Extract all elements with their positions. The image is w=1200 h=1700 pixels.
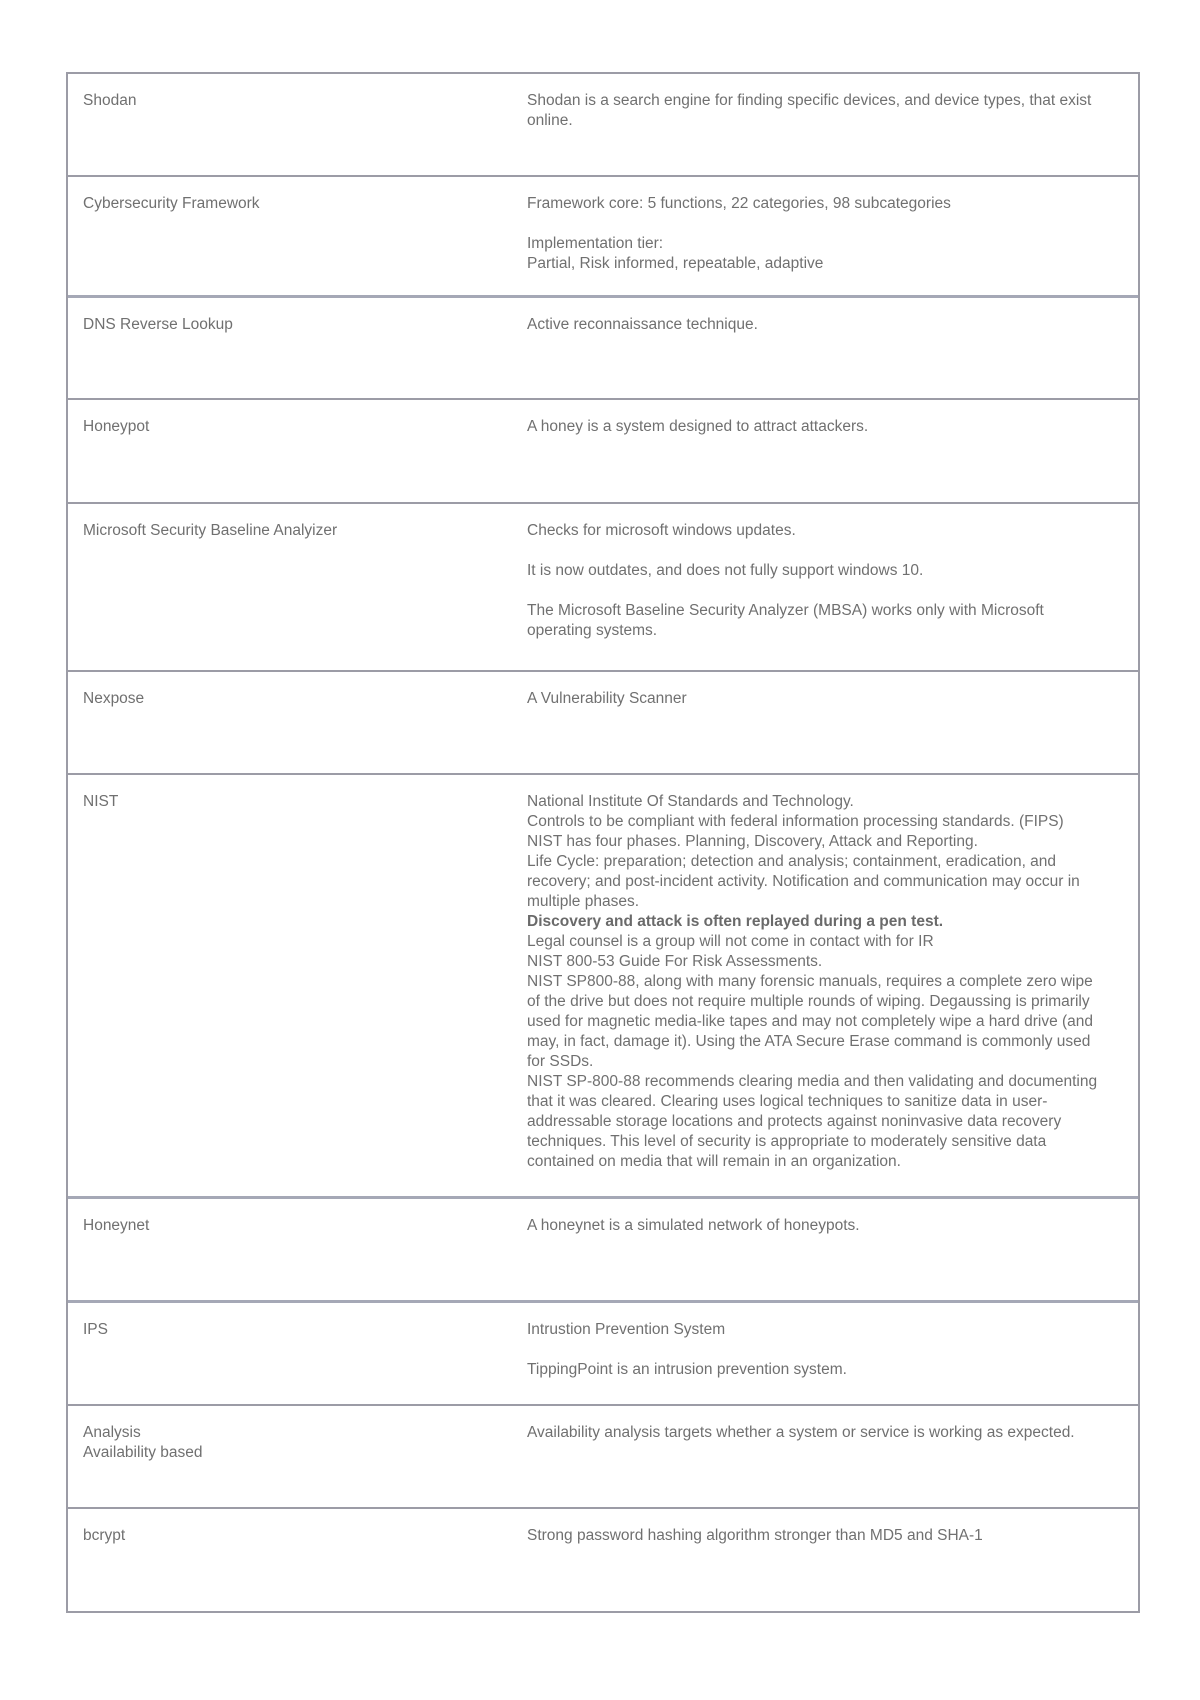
definition-paragraph [527,1320,1138,1340]
term-cell [68,1199,527,1300]
definition-line: Checks for microsoft windows updates. [527,522,796,539]
term-cell [68,1303,527,1404]
definition-line: online. [527,112,573,129]
definition-line: Life Cycle: preparation; detection and analysis; containment, eradication, and [527,853,1057,870]
term-cell [68,74,527,175]
definition-paragraph [527,1423,1138,1443]
definition-paragraph [527,194,1138,214]
table-row [68,72,1138,175]
definition-line: TippingPoint is an intrusion prevention system. [527,1361,847,1378]
definition-cell [527,1406,1138,1507]
definition-line: A honeynet is a simulated network of honeypots. [527,1217,860,1234]
term-text: Shodan [83,92,137,109]
term-text: Nexpose [83,690,145,707]
definition-line: Legal counsel is a group will not come in contact with for IR [527,933,934,950]
term-cell [68,1509,527,1611]
definition-line: techniques. This level of security is appropriate to moderately sensitive data [527,1133,1047,1150]
definition-paragraph [527,689,1138,709]
definition-line: may, in fact, damage it). Using the ATA Secure Erase command is commonly used [527,1033,1091,1050]
definition-cell [527,74,1138,175]
table-row [68,670,1138,773]
definition-cell [527,504,1138,670]
definition-line: Shodan is a search engine for finding specific devices, and device types, that exist [527,92,1092,109]
term-text: bcrypt [83,1527,126,1544]
definition-line: NIST SP800-88, along with many forensic manuals, requires a complete zero wipe [527,973,1093,990]
glossary-table [66,72,1140,1613]
term-text: DNS Reverse Lookup [83,316,233,333]
table-row [68,175,1138,295]
definition-line: The Microsoft Baseline Security Analyzer (MBSA) works only with Microsoft [527,602,1044,619]
term-cell [68,298,527,398]
definition-line: contained on media that will remain in an organization. [527,1153,901,1170]
definition-cell [527,177,1138,295]
definition-line: A Vulnerability Scanner [527,690,687,707]
definition-line: Framework core: 5 functions, 22 categories, 98 subcategories [527,195,951,212]
term-text: Microsoft Security Baseline Analyizer [83,522,338,539]
term-cell [68,775,527,1196]
term-text: IPS [83,1321,108,1338]
definition-line: used for magnetic media-like tapes and may not completely wipe a hard drive (and [527,1013,1094,1030]
definition-line: Implementation tier: [527,235,664,252]
table-row [68,773,1138,1196]
definition-line: Partial, Risk informed, repeatable, adaptive [527,255,824,272]
definition-paragraph [527,601,1138,641]
definition-paragraph [527,792,1138,1172]
term-text: Availability based [83,1444,203,1461]
definition-line: addressable storage locations and protects against noninvasive data recovery [527,1113,1062,1130]
term-text: NIST [83,793,119,810]
term-cell [68,177,527,295]
definition-line: that it was cleared. Clearing uses logical techniques to sanitize data in user- [527,1093,1048,1110]
table-row [68,295,1138,398]
term-text: Honeynet [83,1217,150,1234]
definition-cell [527,672,1138,773]
definition-line: Availability analysis targets whether a system or service is working as expected. [527,1424,1075,1441]
definition-line: Intrustion Prevention System [527,1321,726,1338]
term-cell [68,400,527,502]
term-text: Honeypot [83,418,150,435]
definition-paragraph [527,234,1138,274]
table-row [68,1300,1138,1404]
definition-paragraph [527,1216,1138,1236]
term-cell [68,672,527,773]
definition-cell [527,298,1138,398]
definition-line: recovery; and post-incident activity. Notification and communication may occur in [527,873,1080,890]
definition-cell [527,400,1138,502]
term-cell [68,1406,527,1507]
definition-line: NIST SP-800-88 recommends clearing media and then validating and documenting [527,1073,1098,1090]
definition-line: Strong password hashing algorithm stronger than MD5 and SHA-1 [527,1527,983,1544]
table-row [68,502,1138,670]
term-text: Analysis [83,1424,141,1441]
definition-paragraph [527,1360,1138,1380]
definition-line: It is now outdates, and does not fully support windows 10. [527,562,924,579]
definition-line: A honey is a system designed to attract attackers. [527,418,869,435]
definition-cell [527,1303,1138,1404]
definition-line: NIST 800-53 Guide For Risk Assessments. [527,953,823,970]
definition-line: operating systems. [527,622,658,639]
definition-cell [527,775,1138,1196]
definition-line-bold: Discovery and attack is often replayed during a pen test. [527,913,944,930]
definition-paragraph [527,521,1138,541]
definition-paragraph [527,417,1138,437]
definition-paragraph [527,561,1138,581]
term-text: Cybersecurity Framework [83,195,260,212]
table-row [68,1507,1138,1611]
definition-line: National Institute Of Standards and Technology. [527,793,854,810]
definition-cell [527,1199,1138,1300]
definition-line: Controls to be compliant with federal information processing standards. (FIPS) [527,813,1064,830]
definition-paragraph [527,315,1138,335]
definition-line: Active reconnaissance technique. [527,316,758,333]
definition-cell [527,1509,1138,1611]
term-cell [68,504,527,670]
definition-line: for SSDs. [527,1053,594,1070]
definition-paragraph [527,91,1138,131]
definition-line: of the drive but does not require multiple rounds of wiping. Degaussing is primarily [527,993,1090,1010]
definition-paragraph [527,1526,1138,1546]
table-row [68,398,1138,502]
table-row [68,1196,1138,1300]
definition-line: multiple phases. [527,893,640,910]
definition-line: NIST has four phases. Planning, Discovery, Attack and Reporting. [527,833,978,850]
table-row [68,1404,1138,1507]
